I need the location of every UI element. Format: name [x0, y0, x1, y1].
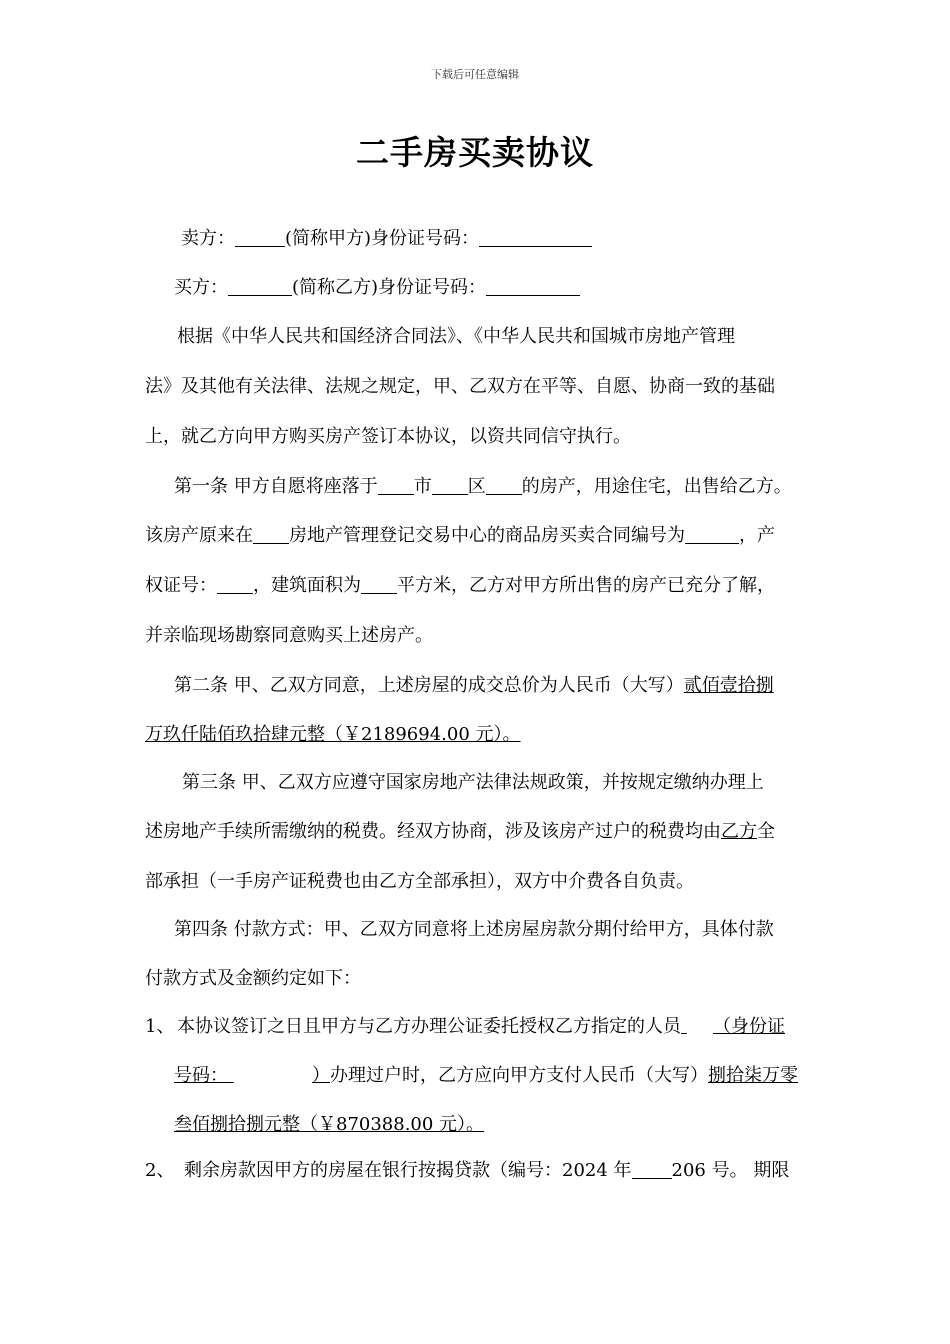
buyer-name-blank[interactable]: [228, 277, 292, 296]
text: 房地产管理登记交易中心的商品房买卖合同编号为: [289, 525, 685, 546]
preamble-line: 上，就乙方向甲方购买房产签订本协议，以资共同信守执行。: [145, 426, 631, 447]
seller-alias: (简称甲方)身份证号码：: [285, 228, 480, 249]
article3-line1: 第三条 甲、乙双方应遵守国家房地产法律法规政策，并按规定缴纳办理上: [182, 772, 764, 793]
seller-line: [181, 227, 592, 251]
area-blank[interactable]: [361, 575, 397, 594]
payment-in-words: 捌拾柒万零: [708, 1065, 798, 1086]
text: 本协议签订之日且甲方与乙方办理公证委托授权乙方指定的人员: [177, 1016, 681, 1037]
address-blank[interactable]: [486, 476, 522, 495]
id-label: 号码：: [174, 1065, 228, 1086]
text: 全: [757, 821, 775, 842]
text: ，产: [739, 525, 775, 546]
designee-blank[interactable]: [681, 1015, 713, 1039]
designee-id-blank[interactable]: [228, 1064, 312, 1088]
text: 第二条 甲、乙双方同意，上述房屋的成交总价为人民币（大写）: [174, 675, 684, 696]
city-blank[interactable]: [378, 476, 414, 495]
text: 市: [413, 476, 432, 497]
article2-line2: 万玖仟陆佰玖拾肆元整（￥2189694.00 元）。: [145, 724, 521, 745]
text: 权证号：: [145, 575, 217, 596]
seller-name-blank[interactable]: [235, 228, 285, 247]
text: 第一条 甲方自愿将座落于: [174, 476, 378, 497]
text: 述房地产手续所需缴纳的税费。经双方协商，涉及该房产过户的税费均由: [145, 821, 721, 842]
article1-line2: [145, 524, 775, 548]
item1-line3: 叁佰捌拾捌元整（￥870388.00 元）。: [174, 1114, 485, 1135]
article3-line2: [145, 820, 775, 844]
text: 206 号。 期限: [671, 1160, 790, 1181]
buyer-line: [174, 276, 580, 300]
loan-number-blank[interactable]: [632, 1160, 672, 1179]
item2-number: 2、: [145, 1160, 175, 1181]
article1-line1: [174, 475, 792, 499]
article4-line2: 付款方式及金额约定如下：: [145, 968, 361, 989]
id-close: ）: [312, 1065, 330, 1086]
item1-line2: [174, 1064, 798, 1088]
article1-line3: [145, 574, 775, 598]
item1-number: 1、: [145, 1016, 175, 1037]
article3-line3: 部承担（一手房产证税费也由乙方全部承担），双方中介费各自负责。: [145, 871, 694, 892]
article2-line1: [174, 674, 774, 698]
text: 剩余房款因甲方的房屋在银行按揭贷款（编号：2024 年: [184, 1160, 632, 1181]
article4-line1: 第四条 付款方式：甲、乙双方同意将上述房屋房款分期付给甲方，具体付款: [174, 919, 774, 940]
header-note: 下载后可任意编辑: [431, 68, 519, 81]
document-title: 二手房买卖协议: [356, 133, 594, 172]
registry-blank[interactable]: [253, 525, 289, 544]
text: ，建筑面积为: [253, 575, 361, 596]
text: 平方米，乙方对甲方所出售的房产已充分了解，: [397, 575, 775, 596]
buyer-label: 买方：: [174, 277, 228, 298]
item2-line1: [184, 1159, 789, 1183]
tax-payer: 乙方: [721, 821, 757, 842]
buyer-alias: (简称乙方)身份证号码：: [292, 277, 487, 298]
text: 的房产，用途住宅，出售给乙方。: [521, 476, 792, 497]
text: 区: [467, 476, 486, 497]
article1-line4: 并亲临现场勘察同意购买上述房产。: [145, 625, 433, 646]
price-in-words: 贰佰壹拾捌: [683, 675, 774, 696]
seller-id-blank[interactable]: [479, 228, 592, 247]
preamble-line: 根据《中华人民共和国经济合同法》、《中华人民共和国城市房地产管理: [177, 326, 735, 347]
seller-label: 卖方：: [181, 228, 235, 249]
text: 办理过户时，乙方应向甲方支付人民币（大写）: [330, 1065, 708, 1086]
preamble-line: 法》及其他有关法律、法规之规定，甲、乙双方在平等、自愿、协商一致的基础: [145, 376, 775, 397]
id-label: （身份证: [713, 1016, 785, 1037]
district-blank[interactable]: [432, 476, 468, 495]
buyer-id-blank[interactable]: [486, 277, 580, 296]
item1-line1: [177, 1015, 785, 1039]
certificate-blank[interactable]: [217, 575, 253, 594]
contract-number-blank[interactable]: [685, 525, 739, 544]
text: 该房产原来在: [145, 525, 253, 546]
